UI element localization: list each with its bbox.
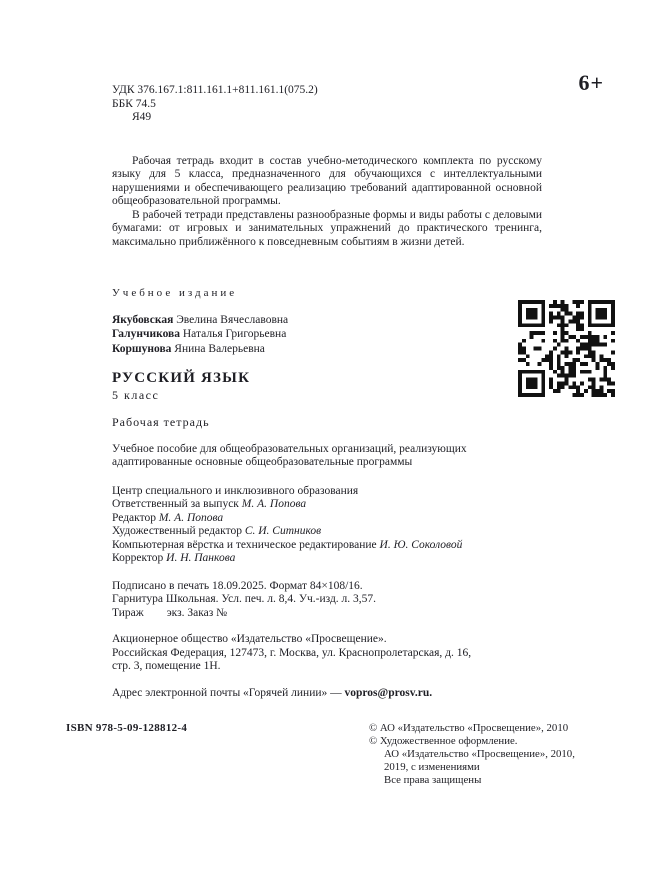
udk-line: УДК 376.167.1:811.161.1+811.161.1(075.2) (112, 84, 318, 96)
copyright-block (369, 722, 594, 787)
staff-name: М. А. Попова (241, 498, 307, 510)
author-name (112, 343, 542, 357)
staff-line (112, 525, 542, 539)
isbn: ISBN 978-5-09-128812-4 (66, 722, 188, 734)
print-info-line: Гарнитура Школьная. Усл. печ. л. 8,4. Уч.-изд. л. 3,57. (112, 593, 377, 605)
staff-line (112, 539, 542, 553)
publisher-block (112, 633, 542, 674)
annotation-paragraph-1: Рабочая тетрадь входит в состав учебно-методического комплекта по русскому языку для 5 класса, предназначенного для обучающихся с интеллектуальными нарушениями и обеспечивающего реализацию требований адаптированной основной общеобразовательной программы. (112, 154, 542, 207)
publisher-line: Акционерное общество «Издательство «Просвещение». (112, 633, 387, 645)
copyright-line: © Художественное оформление. (369, 735, 518, 747)
staff-role: Ответственный за выпуск (112, 498, 242, 510)
author-name (112, 314, 542, 328)
authors-block (112, 314, 542, 357)
qr-code (518, 300, 615, 397)
staff-name: И. Н. Панкова (166, 552, 236, 564)
book-description: Учебное пособие для общеобразовательных организаций, реализующих адаптированные основные общеобразовательные программы (112, 442, 467, 468)
publisher-line: Российская Федерация, 127473, г. Москва, ул. Краснопролетарская, д. 16, (112, 646, 472, 659)
email-label: Адрес электронной почты «Горячей линии» — (112, 686, 345, 699)
publisher-line: стр. 3, помещение 1Н. (112, 660, 221, 672)
author-firstname: Наталья Григорьевна (180, 328, 287, 340)
staff-line (112, 498, 542, 512)
staff-role: Художественный редактор (112, 525, 245, 537)
print-info-block (112, 580, 542, 621)
hotline-email-line (112, 687, 542, 701)
staff-role: Компьютерная вёрстка и техническое редактирование (112, 538, 380, 551)
staff-name: М. А. Попова (158, 511, 224, 524)
age-rating-badge: 6+ (578, 70, 604, 95)
copyright-line: Все права защищены (384, 774, 482, 786)
staff-name: С. И. Ситников (244, 525, 322, 537)
copyright-line: © АО «Издательство «Просвещение», 2010 (369, 722, 569, 734)
staff-line (112, 552, 542, 566)
author-sign: Я49 (132, 111, 152, 123)
copyright-line: 2019, с изменениями (384, 761, 480, 773)
annotation-paragraph-2: В рабочей тетради представлены разнообразные формы и виды работы с деловыми бумагами: от игровых и занимательных упражнений до практического тренинга, максимально приближённого к повседневным событиям в жизни детей. (112, 208, 542, 248)
staff-role: Редактор (112, 511, 159, 524)
bbk-line: ББК 74.5 (112, 97, 156, 110)
publishing-center: Центр специального и инклюзивного образования (112, 484, 359, 497)
staff-name: И. Ю. Соколовой (379, 538, 463, 551)
email-address: vopros@prosv.ru. (344, 686, 433, 699)
author-lastname: Якубовская (112, 313, 174, 326)
staff-block (112, 485, 542, 566)
author-lastname: Коршунова (112, 342, 172, 355)
author-firstname: Эвелина Вячеславовна (173, 313, 289, 326)
author-firstname: Янина Валерьевна (171, 342, 265, 355)
footer (64, 722, 594, 787)
book-grade: 5 класс (112, 387, 160, 402)
author-name (112, 328, 542, 342)
book-subtitle: Рабочая тетрадь (112, 415, 210, 429)
copyright-line: АО «Издательство «Просвещение», 2010, (384, 748, 575, 760)
author-lastname: Галунчикова (112, 328, 180, 340)
annotation-block (112, 155, 542, 250)
staff-role: Корректор (112, 552, 167, 564)
print-info-line: Тираж экз. Заказ № (112, 606, 228, 619)
print-info-line: Подписано в печать 18.09.2025. Формат 84×108/16. (112, 579, 363, 592)
bibliographic-block (112, 84, 586, 125)
edition-type-label: Учебное издание (112, 287, 238, 299)
staff-line (112, 512, 542, 526)
book-title: РУССКИЙ ЯЗЫК (112, 370, 251, 386)
